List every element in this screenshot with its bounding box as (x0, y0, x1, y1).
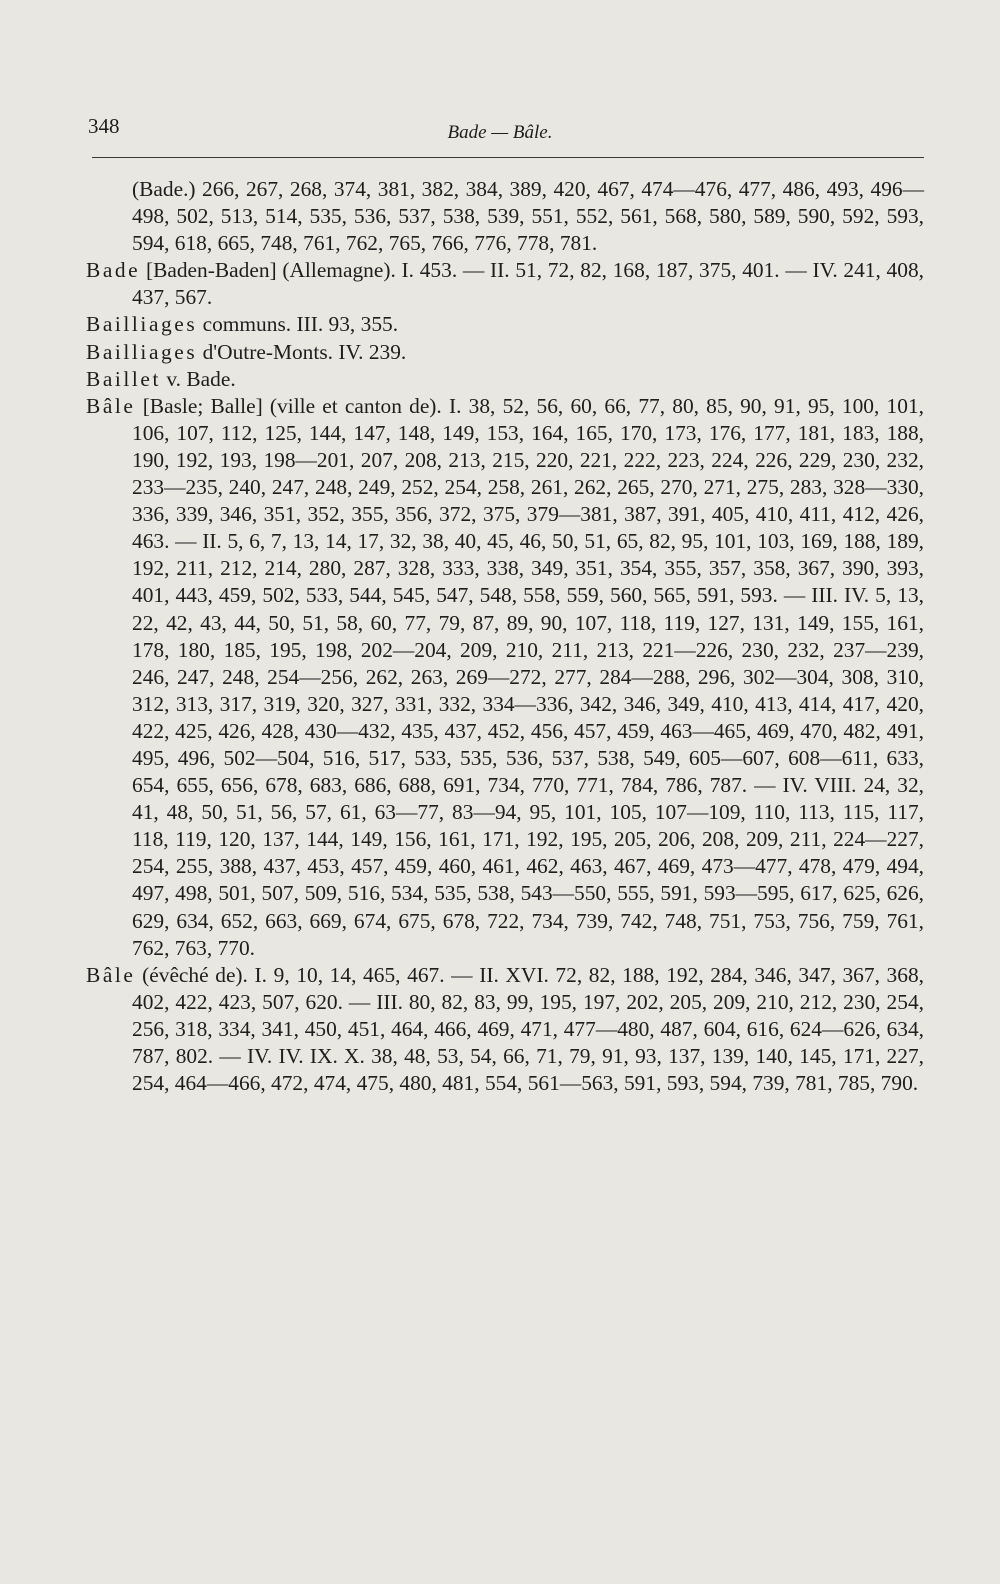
entry-text: [Baden-Baden] (Allemagne). I. 453. — II. 51, 72, 82, 168, 187, 375, 401. — IV. 241, 408, 437, 567. (132, 258, 924, 310)
running-head: Bade — Bâle. (447, 122, 553, 143)
index-column (86, 176, 924, 1097)
index-entry-bailliages-communs (86, 311, 924, 338)
entry-headword: Bailliages (86, 339, 198, 364)
entry-text: (évêché de). I. 9, 10, 14, 465, 467. — II. XVI. 72, 82, 188, 192, 284, 346, 347, 367, 368, 402, 422, 423, 507, 620. — III. 80, 82, 83, 99, 195, 197, 202, 205, 209, 210, 212, 230, 254, 256, 318, 334, 341, 450, 451, 464, 466, 469, 471, 477—480, 487, 604, 616, 624—626, 634, 787, 802. — IV. IV. IX. X. 38, 48, 53, 54, 66, 71, 79, 91, 93, 137, 139, 140, 145, 171, 227, 254, 464—466, 472, 474, 475, 480, 481, 554, 561—563, 591, 593, 594, 739, 781, 785, 790. (132, 962, 924, 1096)
entry-headword: Bade (86, 258, 141, 283)
entry-text: v. Bade. (166, 366, 236, 391)
entry-headword: Bâle (86, 393, 136, 418)
entry-text: communs. III. 93, 355. (202, 312, 399, 337)
index-entry-bale-eveche (86, 962, 924, 1097)
entry-text: (Bade.) 266, 267, 268, 374, 381, 382, 384, 389, 420, 467, 474—476, 477, 486, 493, 496—498, 502, 513, 514, 535, 536, 537, 538, 539, 551, 552, 561, 568, 580, 589, 590, 592, 593, 594, 618, 665, 748, 761, 762, 765, 766, 776, 778, 781. (132, 177, 924, 256)
index-entry-bade-baden (86, 257, 924, 311)
header-rule (92, 157, 924, 158)
page-number: 348 (88, 114, 120, 138)
entry-text: d'Outre-Monts. IV. 239. (202, 339, 407, 364)
index-entry-bailliages-outre-monts (86, 339, 924, 366)
entry-headword: Bailliages (86, 312, 198, 337)
index-entry-baillet (86, 366, 924, 393)
index-entry-bade-continued (86, 176, 924, 257)
index-entry-bale-ville (86, 393, 924, 962)
entry-headword: Bâle (86, 962, 136, 987)
entry-text: [Basle; Balle] (ville et canton de). I. 38, 52, 56, 60, 66, 77, 80, 85, 90, 91, 95, 100, 101, 106, 107, 112, 125, 144, 147, 148, 149, 153, 164, 165, 170, 173, 176, 177, 181, 183, 188, 190, 192, 193, 198—201, 207, 208, 213, 215, 220, 221, 222, 223, 224, 226, 229, 230, 232, 233—235, 240, 247, 248, 249, 252, 254, 258, 261, 262, 265, 270, 271, 275, 283, 328—330, 336, 339, 346, 351, 352, 355, 356, 372, 375, 379—381, 387, 391, 405, 410, 411, 412, 426, 463. — II. 5, 6, 7, 13, 14, 17, 32, 38, 40, 45, 46, 50, 51, 65, 82, 95, 101, 103, 169, 188, 189, 192, 211, 212, 214, 280, 287, 328, 333, 338, 349, 351, 354, 355, 357, 358, 367, 390, 393, 401, 443, 459, 502, 533, 544, 545, 547, 548, 558, 559, 560, 565, 591, 593. — III. IV. 5, 13, 22, 42, 43, 44, 50, 51, 58, 60, 77, 79, 87, 89, 90, 107, 118, 119, 127, 131, 149, 155, 161, 178, 180, 185, 195, 198, 202—204, 209, 210, 211, 213, 221—226, 230, 232, 237—239, 246, 247, 248, 254—256, 262, 263, 269—272, 277, 284—288, 296, 302—304, 308, 310, 312, 313, 317, 319, 320, 327, 331, 332, 334—336, 342, 346, 349, 410, 413, 414, 417, 420, 422, 425, 426, 428, 430—432, 435, 437, 452, 456, 457, 459, 463—465, 469, 470, 482, 491, 495, 496, 502—504, 516, 517, 533, 535, 536, 537, 538, 549, 605—607, 608—611, 633, 654, 655, 656, 678, 683, 686, 688, 691, 734, 770, 771, 784, 786, 787. — IV. VIII. 24, 32, 41, 48, 50, 51, 56, 57, 61, 63—77, 83—94, 95, 101, 105, 107—109, 110, 113, 115, 117, 118, 119, 120, 137, 144, 149, 156, 161, 171, 192, 195, 205, 206, 208, 209, 211, 224—227, 254, 255, 388, 437, 453, 457, 459, 460, 461, 462, 463, 467, 469, 473—477, 478, 479, 494, 497, 498, 501, 507, 509, 516, 534, 535, 538, 543—550, 555, 591, 593—595, 617, 625, 626, 629, 634, 652, 663, 669, 674, 675, 678, 722, 734, 739, 742, 748, 751, 753, 756, 759, 761, 762, 763, 770. (132, 393, 924, 960)
entry-headword: Baillet (86, 366, 162, 391)
